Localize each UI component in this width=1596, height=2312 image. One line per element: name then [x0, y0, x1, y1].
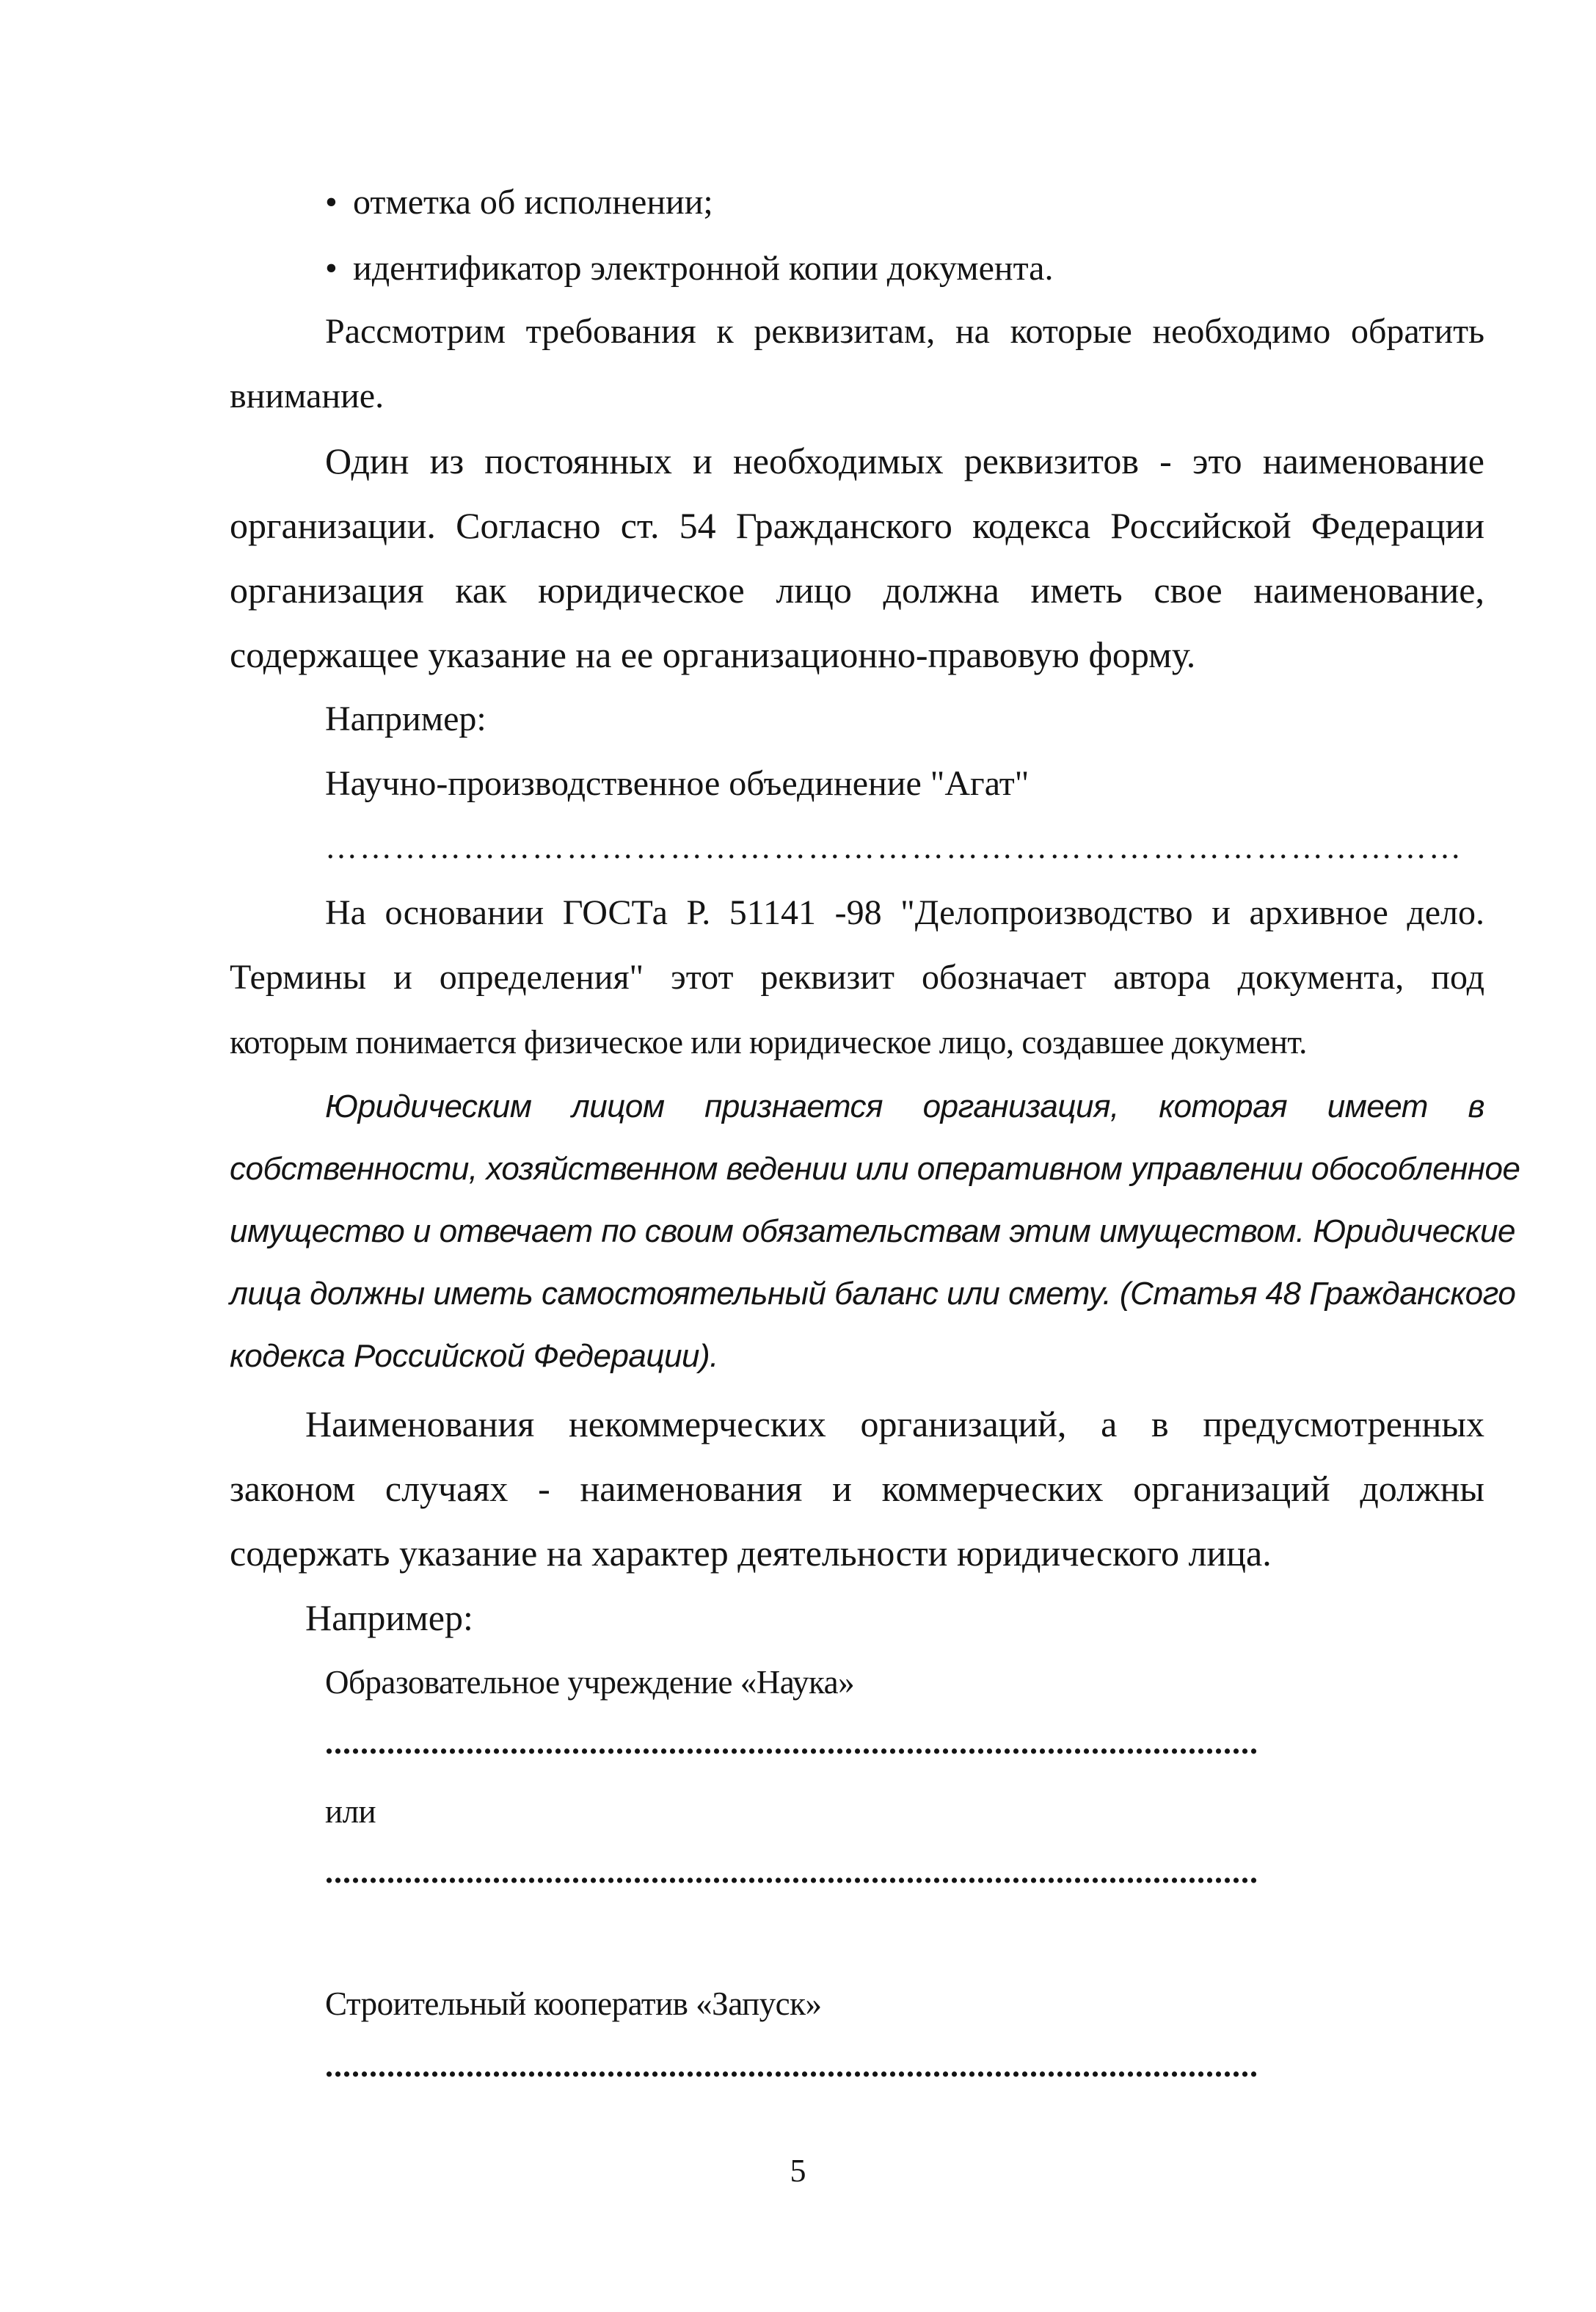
- page-number: 5: [790, 2153, 806, 2189]
- example-text: Образовательное учреждение «Наука»: [325, 1664, 855, 1701]
- dotted-placeholder-line: ..........................................................................................................: [325, 2048, 1258, 2084]
- dotted-placeholder-line: ..........................................................................................................: [325, 1854, 1258, 1890]
- paragraph-line: Термины и определения" этот реквизит обозначает автора документа, под: [230, 958, 1484, 997]
- paragraph-line: содержать указание на характер деятельности юридического лица.: [230, 1533, 1272, 1574]
- paragraph-line: которым понимается физическое или юридическое лицо, создавшее документ.: [230, 1024, 1307, 1061]
- example-label: Например:: [325, 699, 487, 738]
- paragraph-line: Рассмотрим требования к реквизитам, на которые необходимо обратить: [325, 312, 1484, 351]
- quote-line: Юридическим лицом признается организация, которая имеет в: [325, 1088, 1484, 1124]
- example-text: или: [325, 1793, 376, 1830]
- quote-line: кодекса Российской Федерации).: [230, 1338, 718, 1374]
- bullet-text: отметка об исполнении;: [353, 183, 713, 222]
- paragraph-line: На основании ГОСТа Р. 51141 -98 "Делопроизводство и архивное дело.: [325, 893, 1484, 932]
- bullet-item: [325, 181, 713, 225]
- quote-line: имущество и отвечает по своим обязательствам этим имуществом. Юридические: [230, 1213, 1515, 1249]
- paragraph-line: организации. Согласно ст. 54 Гражданского кодекса Российской Федерации: [230, 505, 1484, 546]
- bullet-item: [325, 247, 1053, 291]
- example-text: Научно-производственное объединение "Агат": [325, 764, 1030, 803]
- quote-line: собственности, хозяйственном ведении или оперативном управлении обособленное: [230, 1151, 1520, 1187]
- example-label: Например:: [305, 1597, 473, 1638]
- paragraph-line: законом случаях - наименования и коммерческих организаций должны: [230, 1468, 1484, 1509]
- bullet-icon: •: [325, 183, 338, 222]
- dotted-placeholder-line: ………………………………………………………………………………………: [325, 829, 1463, 865]
- quote-line: лица должны иметь самостоятельный баланс или смету. (Статья 48 Гражданского: [230, 1276, 1516, 1312]
- example-text: Строительный кооператив «Запуск»: [325, 1985, 822, 2022]
- paragraph-line: Один из постоянных и необходимых реквизитов - это наименование: [325, 440, 1484, 481]
- paragraph-line: внимание.: [230, 377, 385, 415]
- bullet-text: идентификатор электронной копии документа.: [353, 249, 1054, 288]
- bullet-icon: •: [325, 249, 338, 288]
- paragraph-line: организация как юридическое лицо должна иметь свое наименование,: [230, 570, 1484, 611]
- paragraph-line: Наименования некоммерческих организаций, а в предусмотренных: [305, 1403, 1484, 1444]
- paragraph-line: содержащее указание на ее организационно-правовую форму.: [230, 634, 1196, 675]
- dotted-placeholder-line: ..........................................................................................................: [325, 1725, 1258, 1761]
